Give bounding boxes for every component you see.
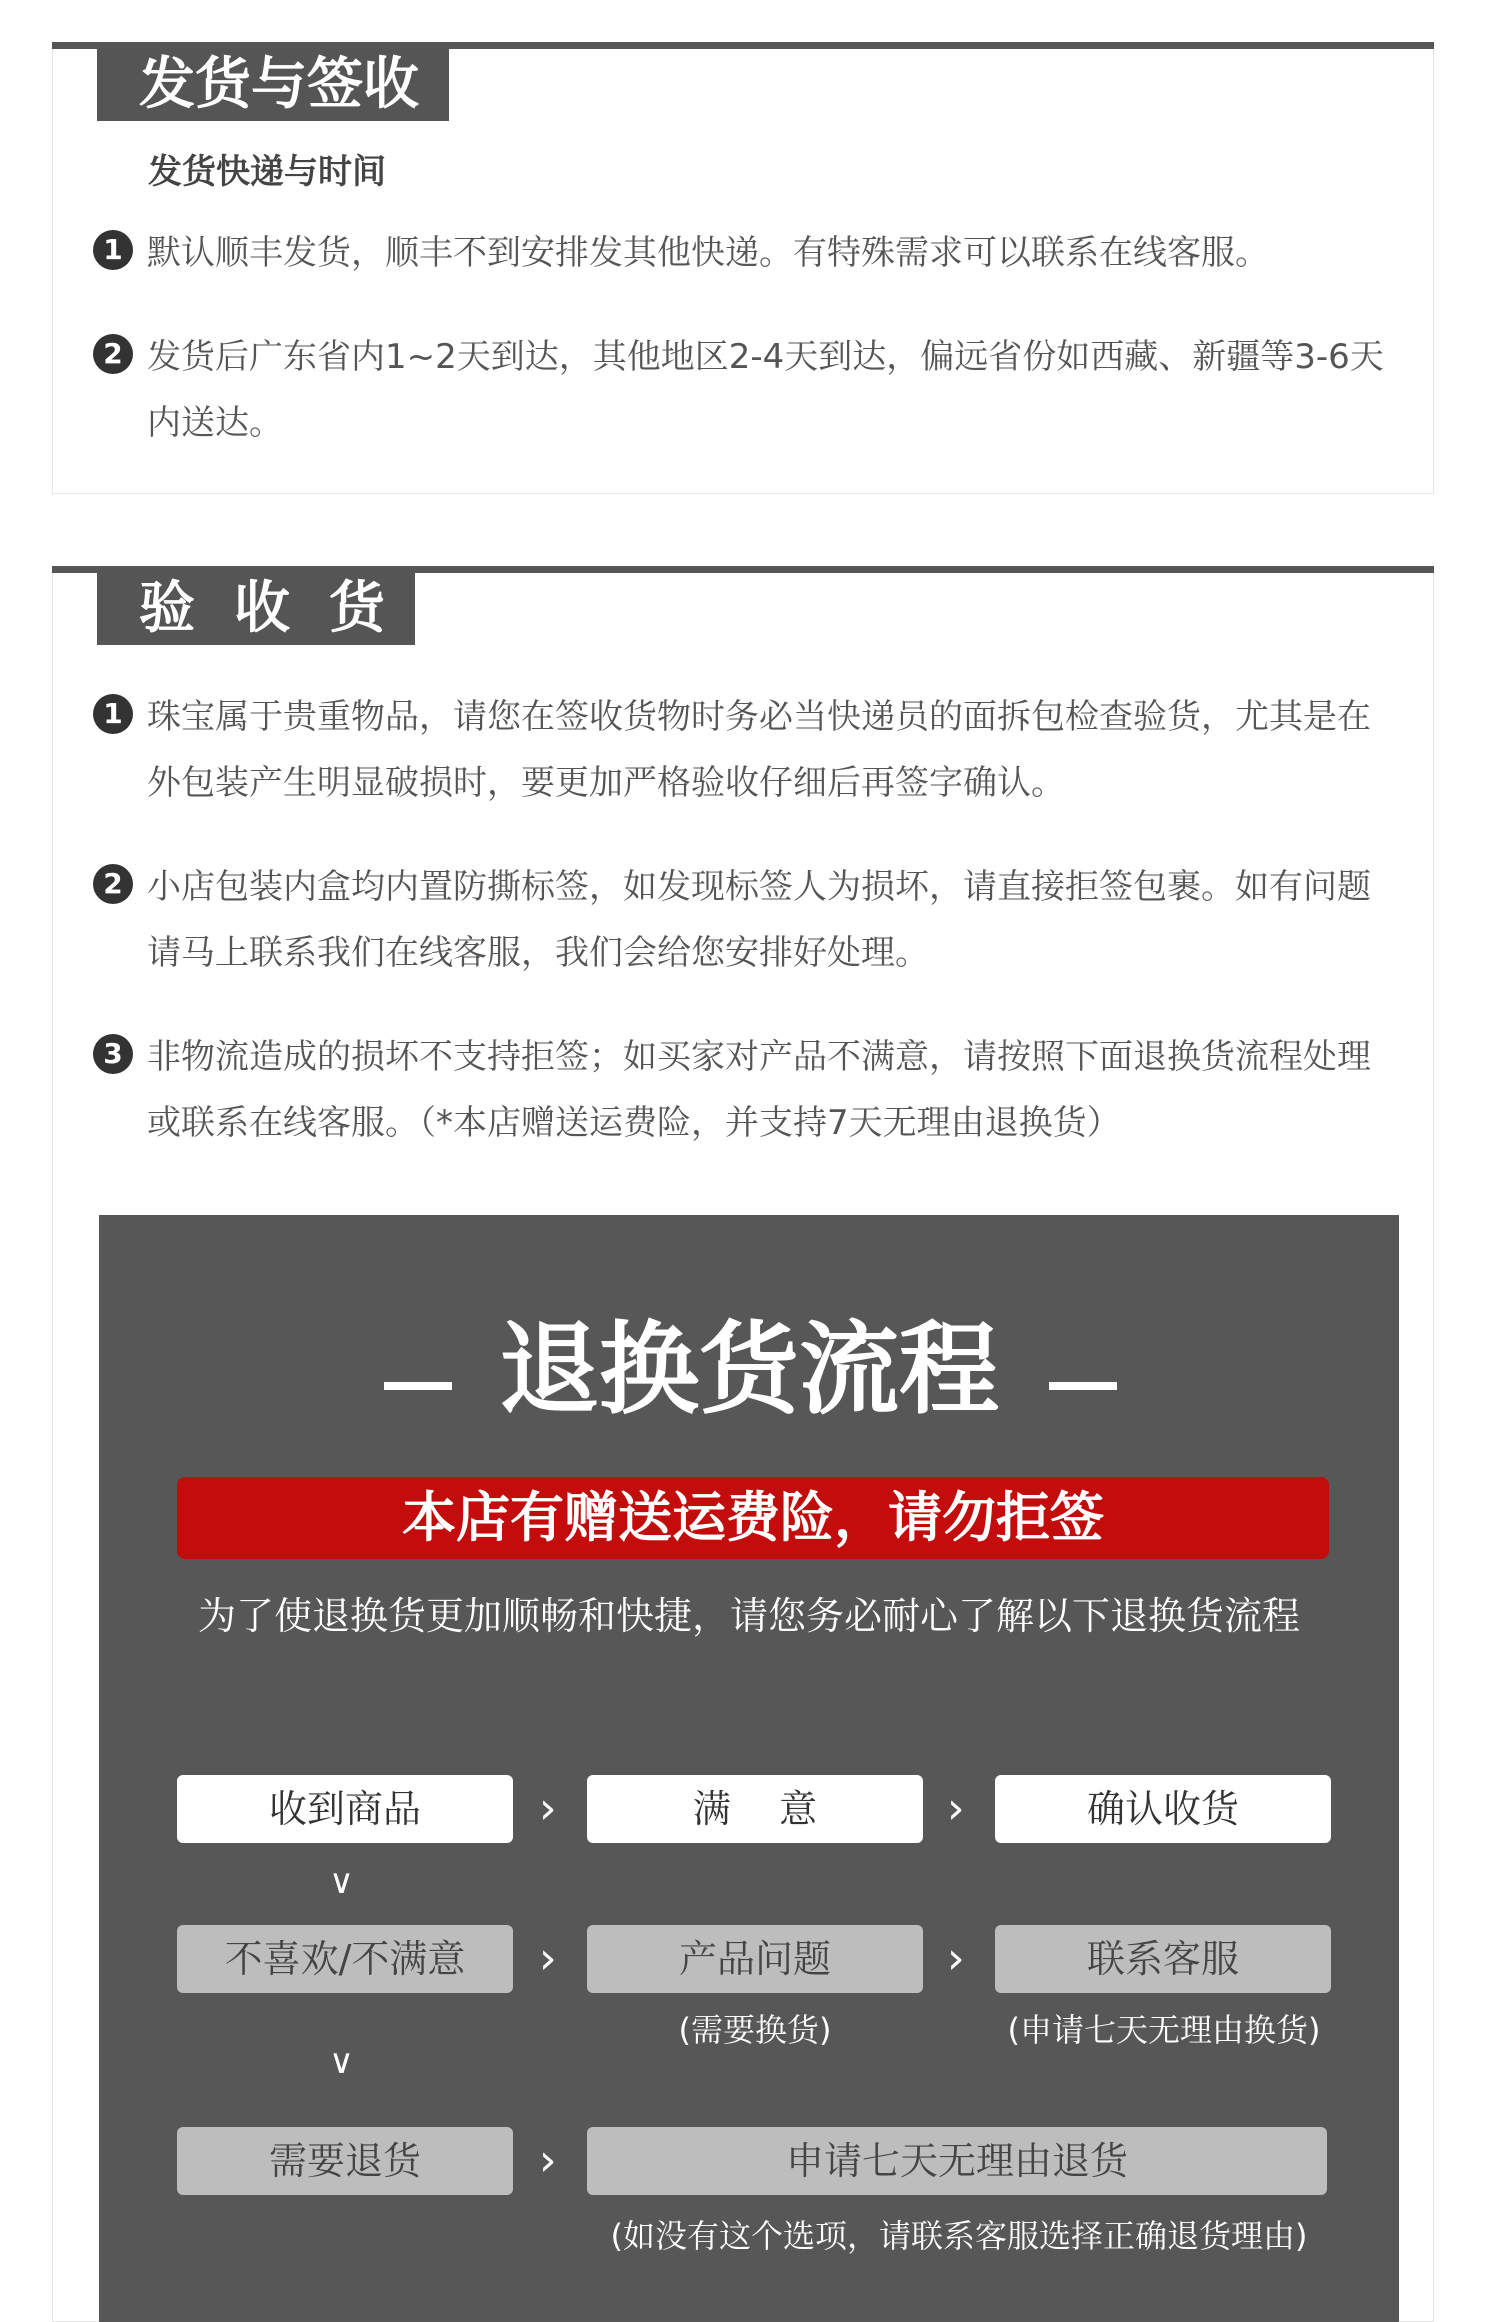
- inspection-title: 验 收 货: [97, 573, 415, 645]
- chevron-right-icon: ›: [947, 1933, 965, 1984]
- step-received: 收到商品: [177, 1775, 513, 1843]
- note-return-reason: (如没有这个选项，请联系客服选择正确退货理由): [610, 2217, 1308, 2255]
- chevron-right-icon: ›: [539, 1933, 557, 1984]
- step-confirm: 确认收货: [995, 1775, 1331, 1843]
- inspection-item-text: 非物流造成的损坏不支持拒签；如买家对产品不满意，请按照下面退换货流程处理或联系在线客服。（*本店赠送运费险，并支持7天无理由退换货）: [147, 1037, 1371, 1143]
- chevron-right-icon: ›: [539, 1783, 557, 1834]
- chevron-down-icon: ∨: [329, 1862, 354, 1902]
- number-2-icon: 2: [93, 864, 133, 904]
- flow-title: 退换货流程: [499, 1311, 999, 1428]
- card-top-bar: [52, 566, 1434, 573]
- chevron-right-icon: ›: [947, 1783, 965, 1834]
- insurance-banner: 本店有赠送运费险，请勿拒签: [177, 1477, 1329, 1559]
- chevron-down-icon: ∨: [329, 2042, 354, 2082]
- shipping-title: 发货与签收: [97, 49, 449, 121]
- inspection-item-text: 珠宝属于贵重物品，请您在签收货物时务必当快递员的面拆包检查验货，尤其是在外包装产生明显破损时，要更加严格验收仔细后再签字确认。: [147, 697, 1371, 803]
- return-flow-panel: [99, 1215, 1399, 2322]
- step-unsatisfied: 不喜欢/不满意: [177, 1925, 513, 1993]
- note-exchange: (需要换货): [678, 2011, 832, 2049]
- step-seven-day-return: 申请七天无理由退货: [587, 2127, 1327, 2195]
- shipping-subtitle: 发货快递与时间: [148, 152, 386, 192]
- chevron-right-icon: ›: [539, 2135, 557, 2186]
- card-top-bar: [52, 42, 1434, 49]
- number-3-icon: 3: [93, 1034, 133, 1074]
- number-2-icon: 2: [93, 334, 133, 374]
- number-1-icon: 1: [93, 694, 133, 734]
- step-satisfied: 满 意: [587, 1775, 923, 1843]
- step-need-return: 需要退货: [177, 2127, 513, 2195]
- note-seven-day-exchange: (申请七天无理由换货): [1007, 2011, 1321, 2049]
- shipping-item-text: 发货后广东省内1~2天到达，其他地区2-4天到达，偏远省份如西藏、新疆等3-6天内送达。: [147, 337, 1384, 443]
- title-dash-right: [1049, 1382, 1117, 1390]
- shipping-card: [52, 42, 1434, 494]
- step-product-issue: 产品问题: [587, 1925, 923, 1993]
- shipping-item-text: 默认顺丰发货，顺丰不到安排发其他快递。有特殊需求可以联系在线客服。: [147, 233, 1269, 273]
- step-contact-service: 联系客服: [995, 1925, 1331, 1993]
- inspection-item-text: 小店包装内盒均内置防撕标签，如发现标签人为损坏，请直接拒签包裹。如有问题请马上联系我们在线客服，我们会给您安排好处理。: [147, 867, 1371, 973]
- flow-note: 为了使退换货更加顺畅和快捷，请您务必耐心了解以下退换货流程: [197, 1594, 1300, 1638]
- number-1-icon: 1: [93, 230, 133, 270]
